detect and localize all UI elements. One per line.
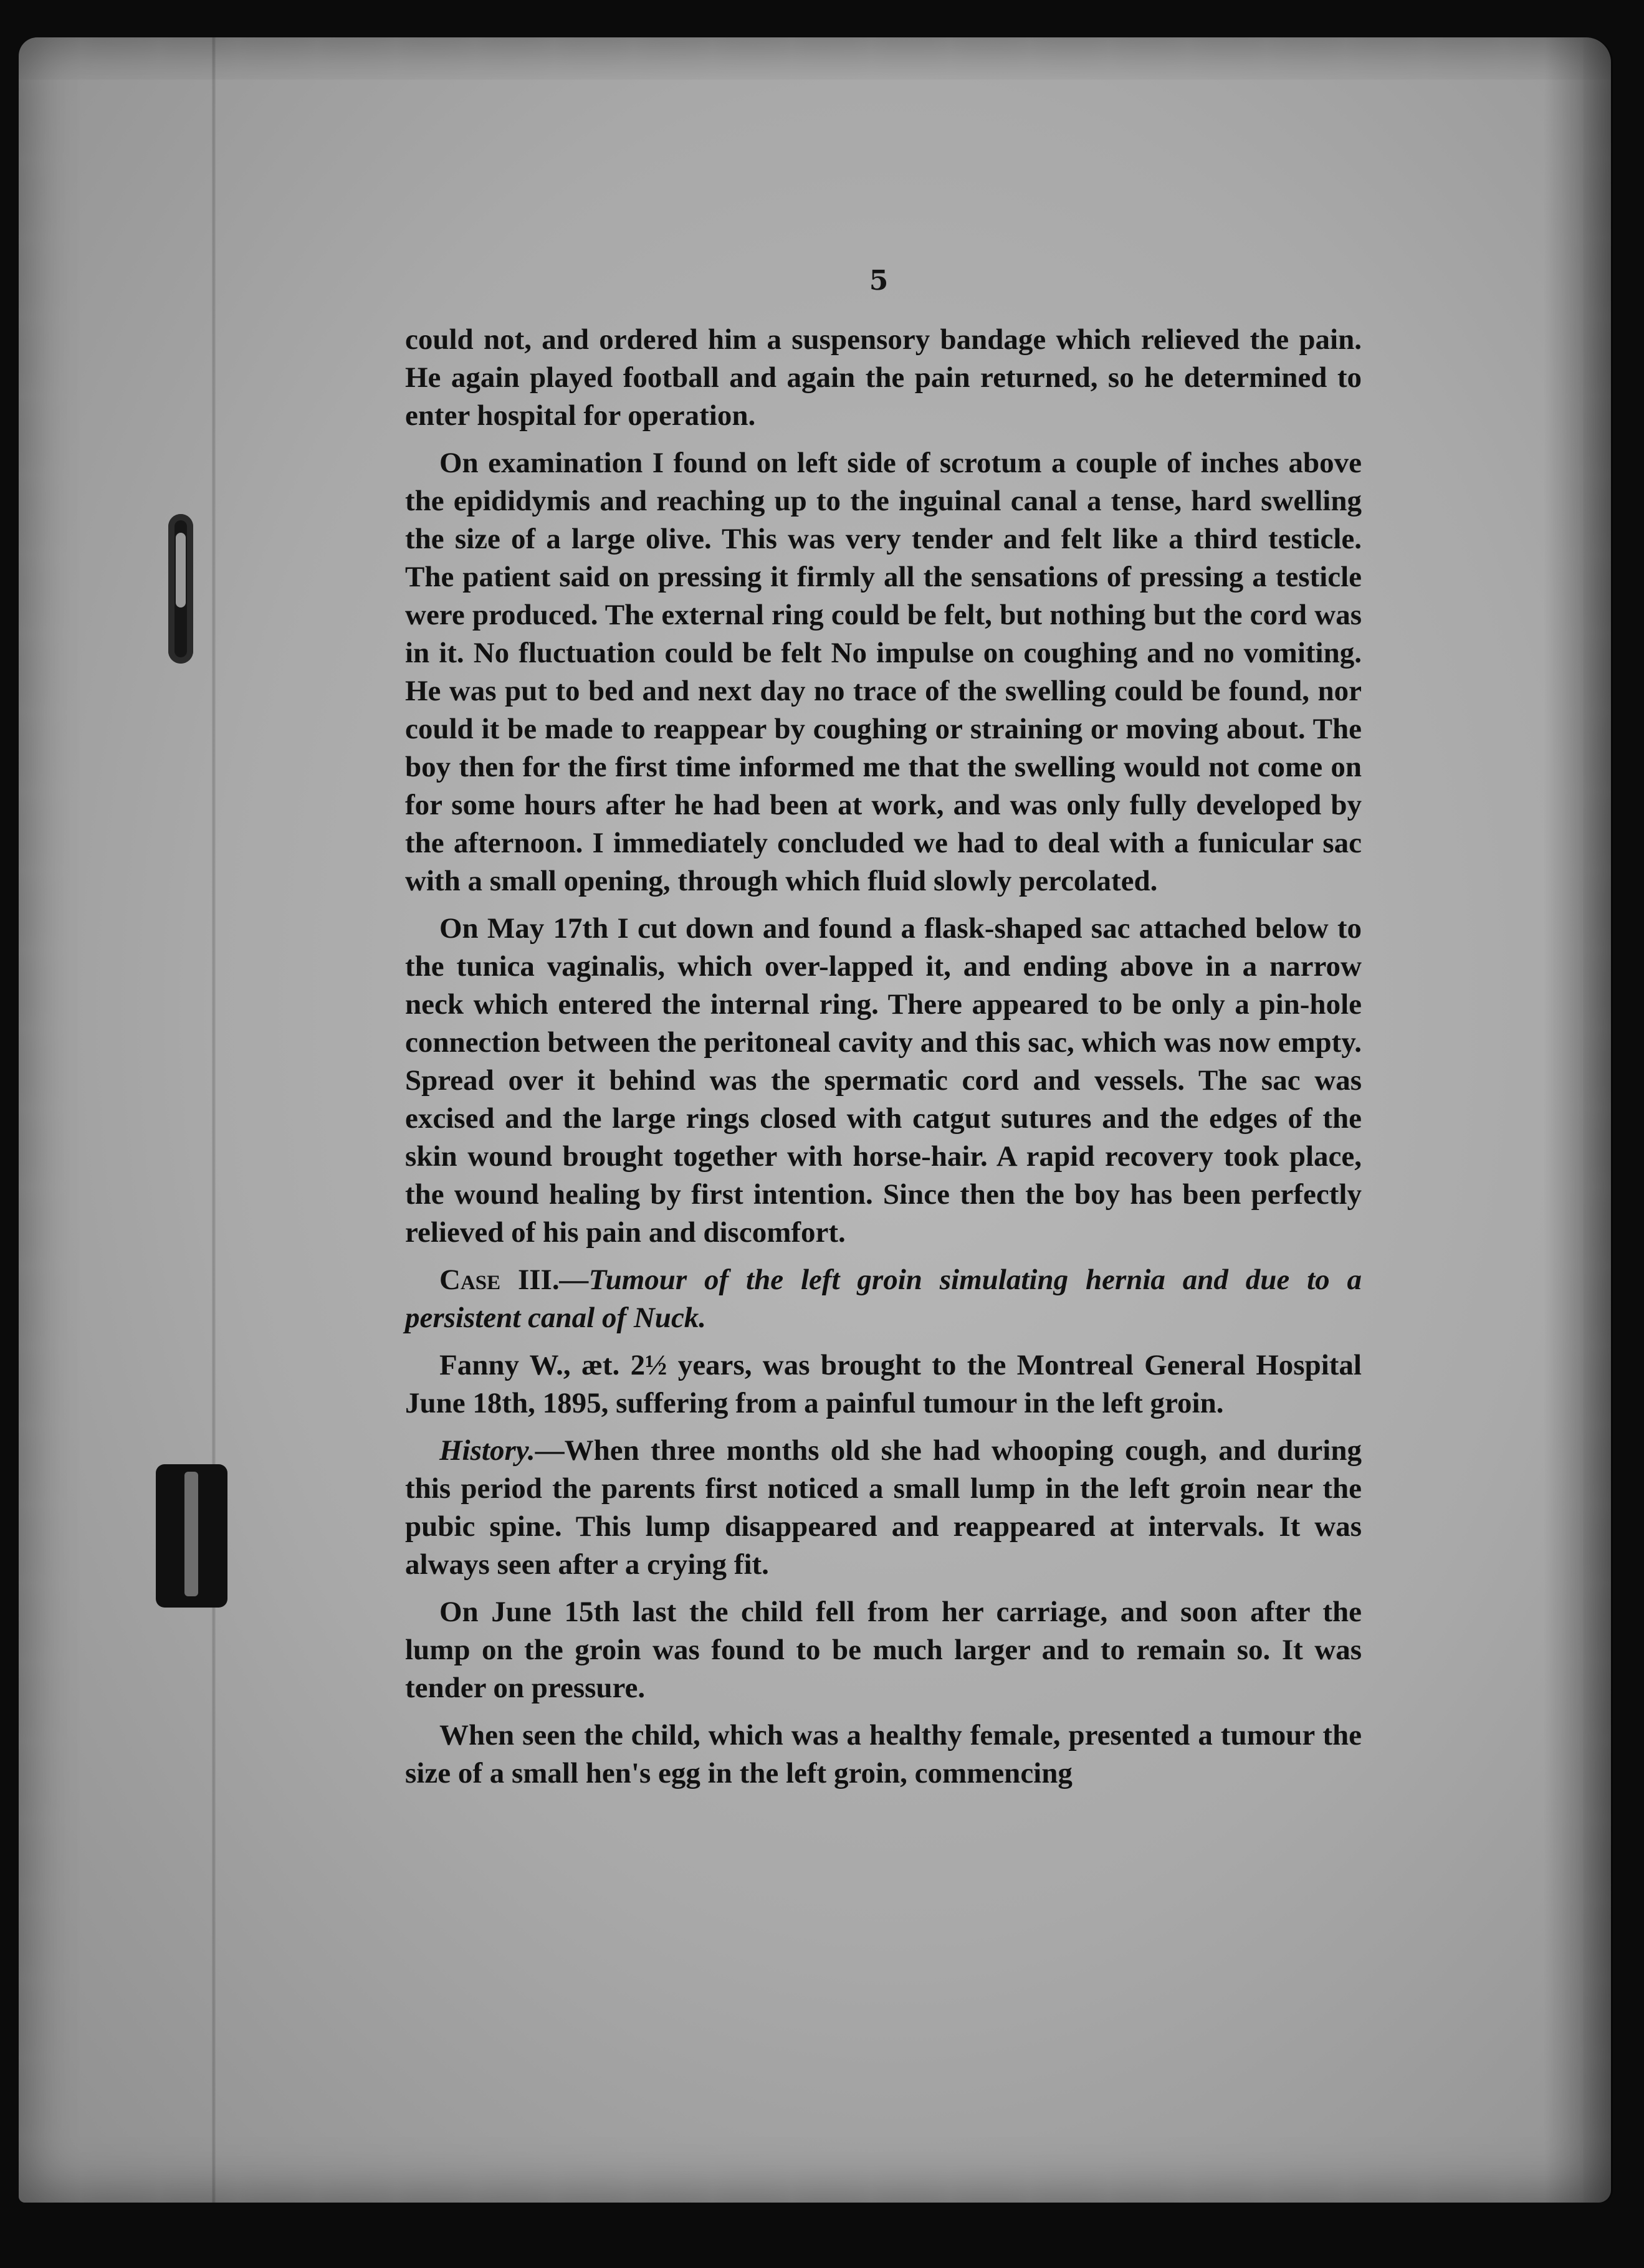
binding-clip-mark [168,514,193,664]
paragraph-examination: On examination I found on left side of scrotum a couple of inches above the epididymis and reaching up to the inguinal canal a tense, hard swelling the size of a large olive. This was very tender and felt like a third testicle. The patient said on pressing it firmly all the sensations of pressing a testicle were produced. The external ring could be felt, but nothing but the cord was in it. No fluctuation could be felt No impulse on coughing and no vomiting. He was put to bed and next day no trace of the swelling could be found, nor could it be made to reappear by coughing or straining or moving about. The boy then for the first time informed me that the swelling would not come on for some hours after he had been at work, and was only fully developed by the afternoon. I immediately concluded we had to deal with a funicular sac with a small opening, through which fluid slowly percolated. [405,447,1362,897]
page-number: 5 [869,265,889,297]
case-heading [405,1261,1362,1337]
paragraph-presentation: When seen the child, which was a healthy female, presented a tumour the size of a small hen's egg in the left groin, commencing [405,1719,1362,1789]
paragraph-patient: Fanny W., æt. 2½ years, was brought to the Montreal General Hospital June 18th, 1895, suffering from a painful tumour in the left groin. [405,1349,1362,1419]
paragraph-history [405,1432,1362,1584]
paragraph-fall: On June 15th last the child fell from her carriage, and soon after the lump on the groin was found to be much larger and to remain so. It was tender on pressure. [405,1596,1362,1704]
history-label: History. [439,1434,535,1467]
page-fold-line [212,37,216,2203]
case-label: Case III. [439,1264,560,1296]
body-text [405,321,1362,1802]
paragraph-continuation: could not, and ordered him a suspensory bandage which relieved the pain. He again played football and again the pain returned, so he determined to enter hospital for operation. [405,323,1362,432]
history-text: —When three months old she had whooping cough, and during this period the parents first noticed a small lump in the left groin near the pubic spine. This lump disappeared and reappeared at intervals. It was always seen after a crying fit. [405,1434,1362,1581]
binding-staple-mark [156,1464,227,1608]
page-edge-shadow [1544,37,1613,2203]
paragraph-operation: On May 17th I cut down and found a flask-shaped sac attached below to the tunica vaginalis, which over-lapped it, and ending above in a narrow neck which entered the internal ring. There appeared to be only a pin-hole connection between the peritoneal cavity and this sac, which was now empty. Spread over it behind was the spermatic cord and vessels. The sac was excised and the large rings closed with catgut sutures and the edges of the skin wound brought together with horse-hair. A rapid recovery took place, the wound healing by first intention. Since then the boy has been perfectly relieved of his pain and discomfort. [405,912,1362,1249]
case-title: —Tumour of the left groin simulating hernia and due to a persistent canal of Nuck. [405,1264,1362,1334]
